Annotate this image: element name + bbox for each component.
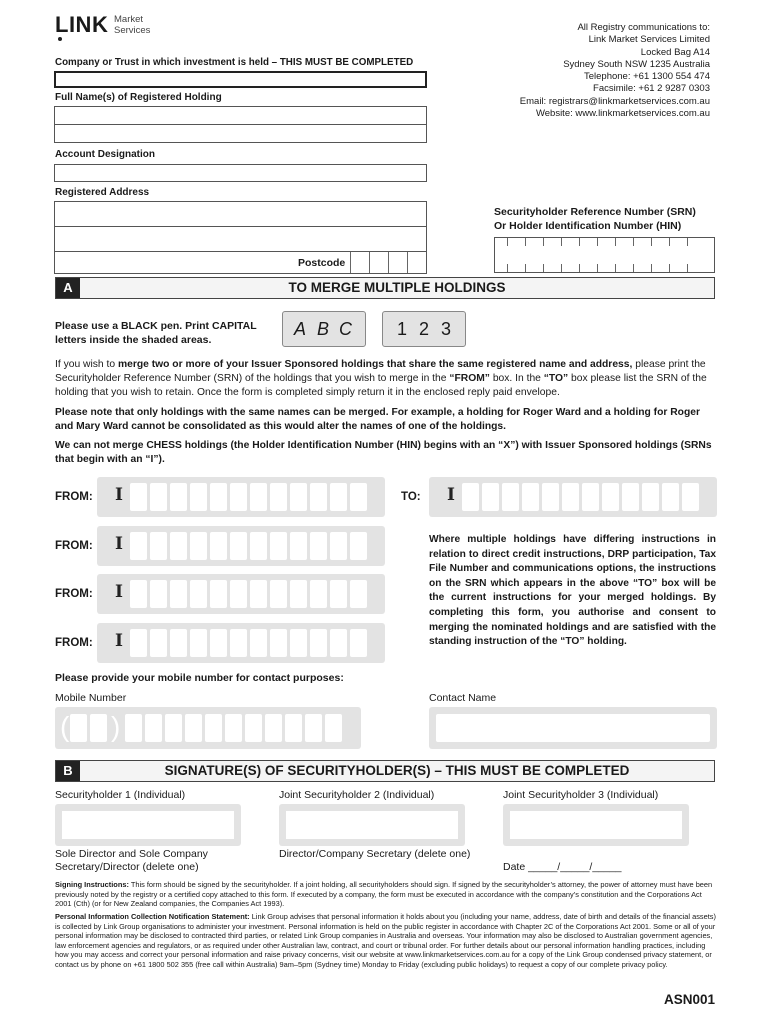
example-letter: C [339, 319, 352, 339]
from-srn-field-4[interactable] [97, 623, 385, 663]
text: This form should be signed by the securityholder. If a joint holding, all securityholders should sign. If signed by the securityholder’s attorney, the power of attorney must have been previously noted by the registry or a certified copy attached to this form. If executed by a company, the form must be executed in accordance with the company’s constitution and the Corporations Act 2001 (Cth) (or for New Zealand companies, the Companies Act 1993). [55, 880, 713, 909]
example-letter: A [294, 319, 307, 339]
date-field[interactable]: Date _____/_____/_____ [503, 861, 622, 873]
example-digit: 3 [441, 319, 452, 339]
from-label: FROM: [55, 491, 93, 503]
pen-instruction-2: letters inside the shaded areas. [55, 334, 212, 346]
postcode-field[interactable] [350, 252, 426, 273]
postcode-label: Postcode [298, 257, 346, 269]
srn-prefix: I [115, 631, 123, 651]
instructions-note: Where multiple holdings have differing instructions in relation to direct credit instructions, DRP participation, Tax File Number and communications options, the instructions on the SRN which appears in the above “TO” box will be the current instructions for your merged holdings. By completing this form, you authorise and consent to merging the nominated holdings and are satisfied with the standing instruction of the “TO” holding. [429, 534, 716, 648]
address-field-1[interactable] [54, 201, 427, 227]
text-bold: Signing Instructions: [55, 880, 129, 889]
registry-line: Telephone: +61 1300 554 474 [584, 71, 710, 83]
registry-line: Sydney South NSW 1235 Australia [563, 58, 710, 70]
fullname-field-2[interactable] [54, 124, 427, 143]
registry-line: Facsimile: +61 2 9287 0303 [593, 83, 710, 95]
sig1-role-1: Sole Director and Sole Company [55, 848, 208, 860]
section-letter: B [56, 761, 80, 781]
text-bold: merge two or more of your Issuer Sponsored holdings that share the same registered name and address, [117, 359, 633, 370]
merge-instructions [55, 358, 717, 399]
registry-line: Link Market Services Limited [588, 34, 710, 46]
registry-line: Website: www.linkmarketservices.com.au [535, 108, 710, 120]
srn-prefix: I [115, 534, 123, 554]
mobile-prompt: Please provide your mobile number for contact purposes: [55, 672, 344, 684]
registry-line: All Registry communications to: [577, 22, 710, 33]
section-a-header [55, 277, 715, 299]
mobile-number-field[interactable] [55, 707, 361, 749]
text: If you wish to [55, 359, 118, 370]
example-digits [382, 311, 466, 347]
sig3-label: Joint Securityholder 3 (Individual) [503, 789, 659, 801]
section-title: TO MERGE MULTIPLE HOLDINGS [288, 280, 506, 295]
from-label: FROM: [55, 588, 93, 600]
from-srn-field-1[interactable] [97, 477, 385, 517]
section-b-header [55, 760, 715, 782]
logo-line-2: Services [114, 25, 151, 36]
text-bold: “FROM” [449, 372, 490, 384]
form-code: ASN001 [663, 992, 715, 1007]
pen-instruction-1: Please use a BLACK pen. Print CAPITAL [55, 320, 257, 332]
srn-label-2: Or Holder Identification Number (HIN) [494, 220, 682, 232]
logo-line-1: Market [114, 14, 144, 25]
signature-box-1[interactable] [55, 804, 241, 846]
from-srn-field-2[interactable] [97, 526, 385, 566]
contact-label: Contact Name [429, 692, 497, 704]
account-label: Account Designation [55, 149, 156, 160]
account-field[interactable] [54, 164, 427, 182]
sig1-role-2: Secretary/Director (delete one) [55, 861, 199, 873]
srn-prefix: I [447, 485, 455, 505]
privacy-statement [55, 912, 717, 970]
registry-line: Email: registrars@linkmarketservices.com.au [519, 95, 710, 107]
srn-field[interactable] [494, 237, 715, 273]
address-label: Registered Address [55, 187, 150, 198]
text: please print the Securityholder Reference Number (SRN) of the holdings that you wish to merge in the [55, 359, 706, 384]
chess-note: We can not merge CHESS holdings (the Holder Identification Number (HIN) begins with an “X”) with Issuer Sponsored holdings (SRNs that begin with an “I”). [55, 440, 712, 465]
signing-instructions [55, 880, 717, 909]
text-bold: Personal Information Collection Notification Statement: [55, 912, 250, 921]
from-label: FROM: [55, 637, 93, 649]
registry-line: Locked Bag A14 [640, 46, 710, 58]
text: box please list the SRN of the holding that you wish to retain. Once the form is completed simply return it in the enclosed reply paid envelope. [55, 372, 707, 398]
text: Link Group advises that personal information it holds about you (including your name, address, date of birth and details of the financial assets) is collected by Link Group organisations to administer your investment. Personal information is held on the public register in accordance with Chapter 2C of the Corporations Act 2001. Some or all of your personal information may be disclosed to contracted third parties, or related Link Group companies in Australia and overseas. Your information may also be disclosed to Australian government agencies, law enforcement agencies and regulators, or as required under other Australian law, contract, and court or tribunal order. For further details about our personal information handling practices, including how you may access and correct your personal information and raise privacy concerns, visit our website at www.linkmarketservices.com.au for a copy of the Link Group condensed privacy statement, or contact us by phone on +61 1800 502 355 (free call within Australia) 9am–5pm (Sydney time) Monday to Friday (excluding public holidays) to request a copy of our complete privacy policy. [55, 912, 716, 969]
company-field[interactable] [54, 71, 427, 88]
section-title: SIGNATURE(S) OF SECURITYHOLDER(S) – THIS MUST BE COMPLETED [164, 763, 630, 778]
sig1-label: Securityholder 1 (Individual) [55, 789, 186, 801]
from-label: FROM: [55, 540, 93, 552]
paren-open: ( [60, 711, 70, 742]
signature-box-2[interactable] [279, 804, 465, 846]
logo-dot-icon [58, 37, 62, 41]
srn-prefix: I [115, 582, 123, 602]
signature-box-3[interactable] [503, 804, 689, 846]
example-letters [282, 311, 366, 347]
mobile-label: Mobile Number [55, 692, 127, 704]
address-field-2[interactable] [54, 226, 427, 252]
company-label: Company or Trust in which investment is held – THIS MUST BE COMPLETED [55, 57, 414, 68]
sig2-role: Director/Company Secretary (delete one) [279, 848, 471, 860]
from-srn-field-3[interactable] [97, 574, 385, 614]
srn-prefix: I [115, 485, 123, 505]
fullname-label: Full Name(s) of Registered Holding [55, 92, 222, 103]
same-name-note: Please note that only holdings with the same names can be merged. For example, a holding for Roger Ward and a holding for Roger and Mary Ward cannot be consolidated as this would alter the names of one of the holdings. [55, 407, 700, 432]
example-digit: 1 [397, 319, 408, 339]
srn-label-1: Securityholder Reference Number (SRN) [494, 206, 696, 218]
sig2-label: Joint Securityholder 2 (Individual) [279, 789, 435, 801]
logo-wordmark: LINK [55, 12, 109, 37]
to-label: TO: [401, 491, 421, 503]
example-digit: 2 [419, 319, 430, 339]
to-srn-field[interactable] [429, 477, 717, 517]
contact-name-field[interactable] [429, 707, 717, 749]
paren-close: ) [111, 711, 121, 742]
section-letter: A [56, 278, 80, 298]
registry-address [410, 22, 710, 120]
text-bold: “TO” [543, 372, 569, 384]
fullname-field-1[interactable] [54, 106, 427, 125]
text: box. In the [489, 372, 544, 384]
example-letter: B [317, 319, 330, 339]
link-logo [55, 12, 165, 44]
